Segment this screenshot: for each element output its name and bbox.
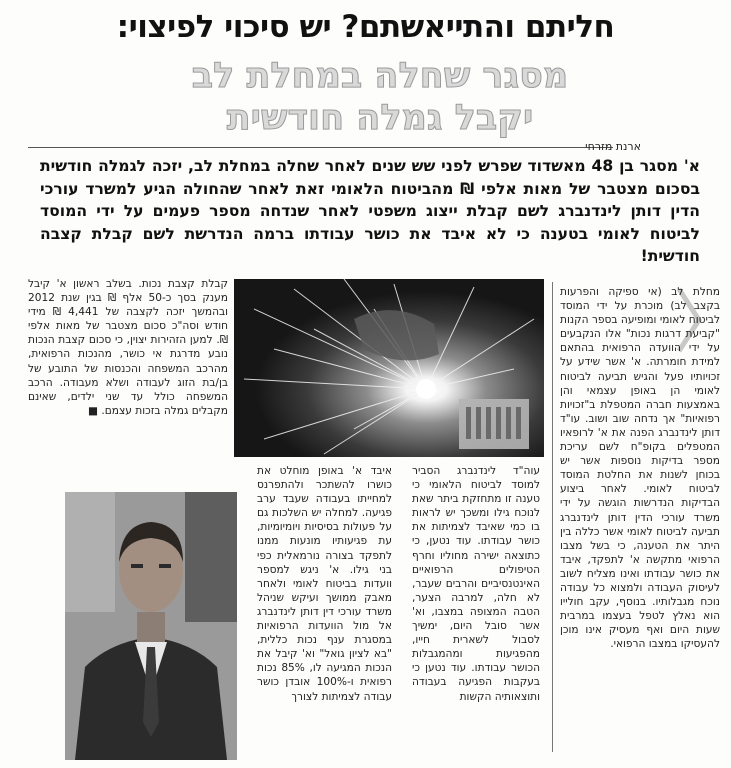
headline: חליתם והתייאשתם? יש סיכוי לפיצוי: (116, 9, 615, 45)
portrait-photo (65, 492, 237, 760)
body-text: מחלת לב (אי ספיקה והפרעות בקצב לב) מוכרת על ידי המוסד לביטוח לאומי ומופיעה בספר הקנות "קביעת דרגות נכות" אלו הנקבעים על ידי הוועדה הרפואית בהתאם למידת חומרתה. א' אשר שידע על זכויותיו פעל והגיש תביעה לביטוח לאומי הן באופן עצמאי והן באמצעות חברה המטפלת ב"זכויות רפואיות" אך נדחה שוב ושוב. עו"ד דותן לינדנברג הפנה את א' לרופאיו המטפלים בקופ"ח לשם עריכת מספר בדיקות נוספות אשר יש בכוחן לשנות את החלטת המוסד לביטוח לאומי. לאחר ביצוע הבדיקות הנדרשות הוגשה על ידי משרד עורכי הדין דותן לינדנברג תביעה לביטוח לאומי אשר כללה בין היתר את הטענה, כי בשל מצבו הרפואי מתקשה א' לתפקד, איבד את כושר עבודתו ואינו מצליח לשוב לעיסוק העבודה ולמצוא כל עבודה נוכח מגבלותיו. בנוסף, עקב חולייו הוא נאלץ לטפל בעצמו במרבית שעות היום ואף מעסיק אינו מוכן להעסיקו במצבו הרפואי. (560, 286, 720, 651)
lead-paragraph: א' מסגר בן 48 מאשדוד שפרש לפני שש שנים לאחר שחלה במחלת לב, יזכה לגמלה חודשית בסכום מצטבר של מאות אלפי ₪ מהביטוח הלאומי זאת לאחר שהחולה הגיע למשרד עורכי הדין דותן לינדנברג לשם קבלת ייצוג משפטי לאחר שנדחה מספר פעמים על ידי המוסד לביטוח לאומי בטענה כי לא איבד את כושר עבודתו ברמה הנדרשת לשם קבלת קצבה חודשית! (40, 157, 700, 266)
body-column-middle-left (257, 464, 392, 752)
byline-rule (28, 147, 613, 148)
subheadline-line-1: מסגר שחלה במחלת לב (191, 56, 569, 96)
body-column-right (560, 285, 720, 753)
body-text: קבלת קצבת נכות. בשלב ראשון א' קיבל מענק בסך כ-50 אלף ₪ בגין שנת 2012 ובהמשך יזכה לקצבה של 4,441 ₪ מידי חודש וסה"כ סכום מצטבר של מאות אלפי ₪. למען הזהירות יצוין, כי סכום קצבת הנכות נובע מדרגת אי כושר, מהנכות הרפואית, מהרכב המשפחה והכנסות של התובע של בן/בת הזוג לעבודה ושלא מעבודה. הרכב המשפחה כולל עד שני ילדים, שאינם מקבלים גמלה בזכות עצמם. ■ (28, 278, 228, 417)
welding-photo (234, 279, 544, 457)
body-column-middle-right (412, 464, 540, 752)
column-divider (552, 282, 553, 752)
body-column-left (28, 277, 228, 492)
body-text: עוה"ד לינדנברג הסביר למוסד לביטוח הלאומי כי טענה זו מתחזקת ביתר שאת לנוכח גילו ומשכך יש לראות בו כמי שאיבד לצמיתות את כושר עבודתו. עוד נטען, כי כתוצאה ישירה מחוליו וחרף הטיפולים הרפואיים האינטנסיביים והרבים שעבר, לא חלה, למרבה הצער, הטבה המצופה במצבו, וא' אשר סובל היום, ימשיך לסבול לשארית חייו, מהפגיעות ומהמגבלות הכושר עבודתו. עוד נטען כי בעקבות הפגיעה בעבודה ותוצאותיה הקשות (412, 465, 540, 703)
byline: ארנת מזרחי (585, 140, 641, 153)
body-text: איבד א' באופן מוחלט את כושרו להשתכר ולהתפרנס למחייתו בעבודה שעבד ערב פגיעה. למחלה יש השלכות גם על פעולות בסיסיות ויומיומיות, עת פגיעותיו מונעות ממנו לתפקד בצורה נורמאלית כפי בני גילו. א' ניגש למספר וועדות בביטוח לאומי ולאחר מאבק ממושך ועיקש שניהל משרד עורכי דין דותן לינדנברג אל מול הוועדות הרפואיות במסגרת ענף נכות כללית, "בא לציון גואל" וא' קיבל את הנכות המגיעה לו, 85% נכות רפואית ו-100% אובדן כושר עבודה לצמיתות לצורך (257, 465, 392, 703)
subheadline-line-2: יקבל גמלה חודשית (226, 98, 534, 138)
